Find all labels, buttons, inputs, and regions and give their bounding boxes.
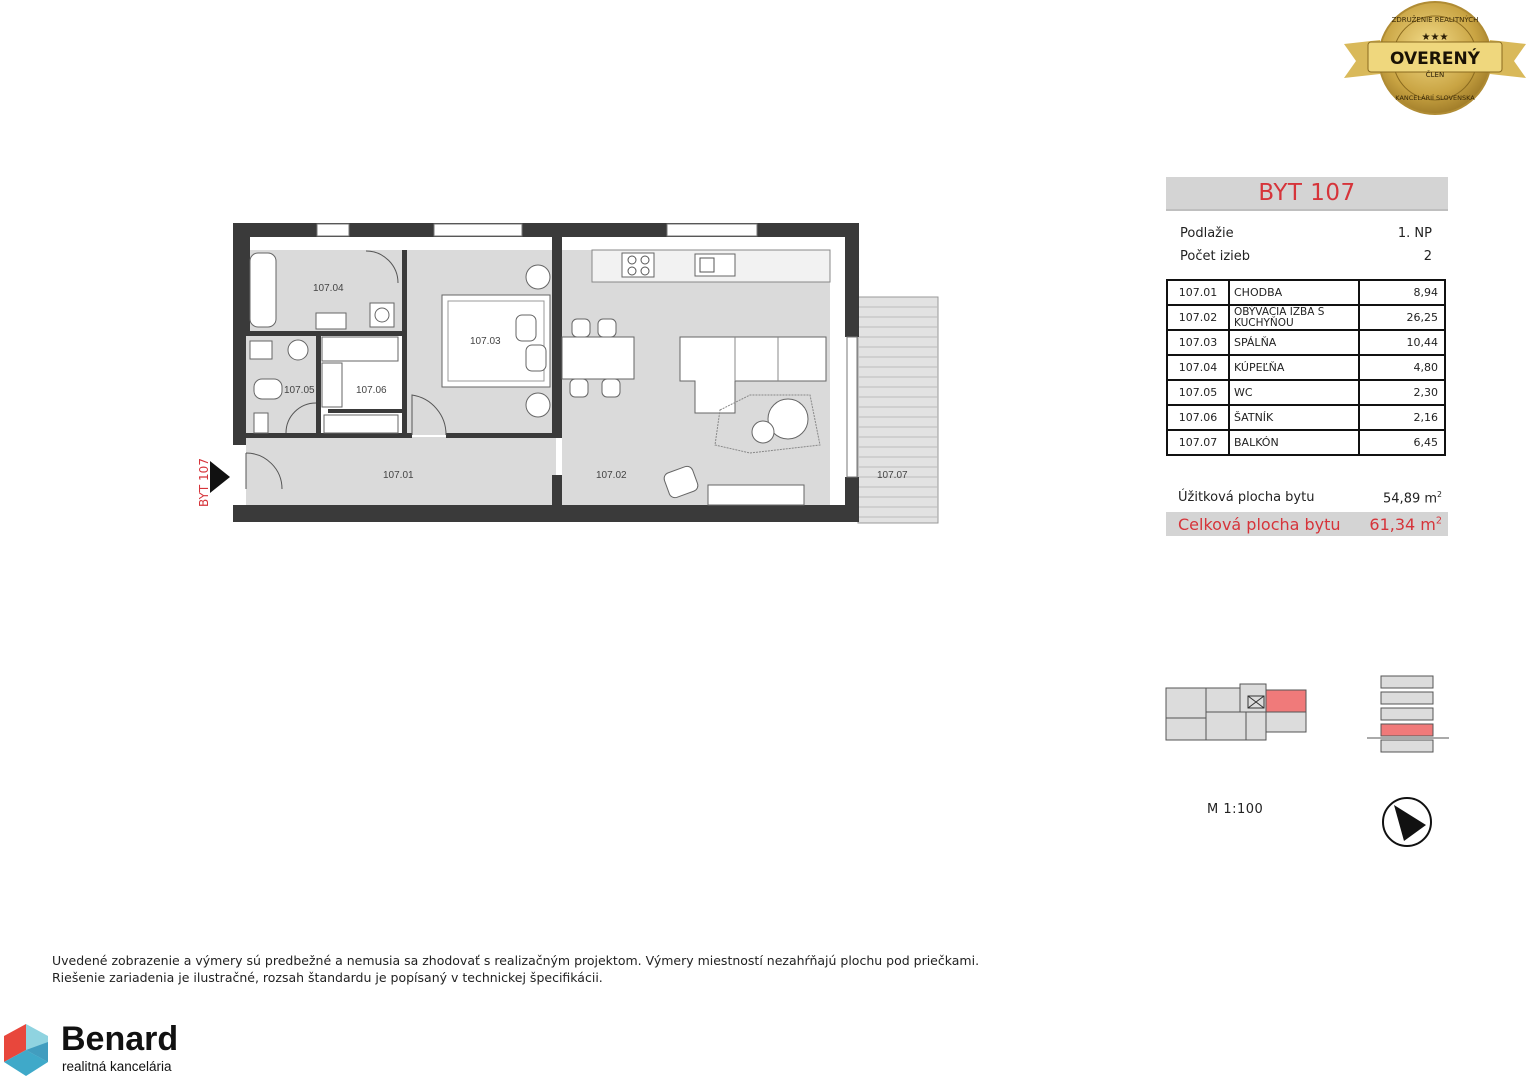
room-name: KÚPEĽŇA xyxy=(1229,355,1359,380)
room-name: OBÝVACIA IZBA S KUCHYŇOU xyxy=(1229,305,1359,330)
floor-stack-diagram xyxy=(1365,672,1453,758)
disclaimer xyxy=(52,952,1102,986)
table-row xyxy=(1167,405,1445,430)
floor-label: Podlažie xyxy=(1180,226,1234,241)
room-id: 107.05 xyxy=(1167,380,1229,405)
entrance-label: BYT 107 xyxy=(197,458,211,507)
badge-main-text: OVERENÝ xyxy=(1389,49,1481,69)
room-area: 10,44 xyxy=(1359,330,1445,355)
badge-ring-top: ZDRUŽENIE REALITNÝCH xyxy=(1391,16,1479,24)
useful-area-row xyxy=(1166,487,1448,511)
total-area-row xyxy=(1166,512,1448,536)
total-area-value: 61,34 $m^2$ xyxy=(1369,515,1442,534)
rooms-table xyxy=(1166,279,1446,456)
room-label-107-01: 107.01 xyxy=(383,470,414,481)
table-row xyxy=(1167,380,1445,405)
room-name: BALKÓN xyxy=(1229,430,1359,455)
rooms-count-row xyxy=(1180,249,1440,269)
badge-sub-text: ČLEN xyxy=(1425,71,1445,79)
room-name: CHODBA xyxy=(1229,280,1359,305)
rooms-count-label: Počet izieb xyxy=(1180,249,1251,264)
room-area: 8,94 xyxy=(1359,280,1445,305)
badge-stars: ★★★ xyxy=(1421,32,1449,43)
scale-label: M 1:100 xyxy=(1207,802,1264,817)
disclaimer-line-2: Riešenie zariadenia je ilustračné, rozsah štandardu je popísaný v technickej špecifikácii. xyxy=(52,970,603,985)
disclaimer-line-1: Uvedené zobrazenie a výmery sú predbežné a nemusia sa zhodovať s realizačným projektom. Výmery miestností nezahŕňajú plochu pod priečkami. xyxy=(52,953,980,968)
building-location-plan xyxy=(1164,682,1310,742)
apartment-title: BYT 107 xyxy=(1258,180,1356,206)
balcony xyxy=(858,297,938,523)
room-id: 107.02 xyxy=(1167,305,1229,330)
room-label-107-04: 107.04 xyxy=(313,283,344,294)
room-label-107-02: 107.02 xyxy=(596,470,627,481)
room-area: 26,25 xyxy=(1359,305,1445,330)
total-area-label: Celková plocha bytu xyxy=(1178,515,1341,534)
room-id: 107.03 xyxy=(1167,330,1229,355)
badge-ring-bottom: KANCELÁRIÍ SLOVENSKA xyxy=(1395,94,1475,102)
table-row xyxy=(1167,430,1445,455)
verified-member-badge xyxy=(1340,0,1526,118)
floor-plan xyxy=(190,215,950,535)
room-name: SPÁLŇA xyxy=(1229,330,1359,355)
apartment-title-bar xyxy=(1166,177,1448,211)
floor-row xyxy=(1180,226,1440,246)
kitchen-counter xyxy=(592,250,830,282)
room-name: WC xyxy=(1229,380,1359,405)
floor-value: 1. NP xyxy=(1397,226,1432,241)
logo-name: Benard xyxy=(61,1020,179,1058)
rooms-count-value: 2 xyxy=(1423,249,1432,264)
room-label-107-03: 107.03 xyxy=(470,336,501,347)
room-area: 2,16 xyxy=(1359,405,1445,430)
room-label-107-05: 107.05 xyxy=(284,385,315,396)
room-id: 107.06 xyxy=(1167,405,1229,430)
useful-area-label: Úžitková plocha bytu xyxy=(1178,490,1315,505)
room-label-107-07: 107.07 xyxy=(877,470,908,481)
room-area: 4,80 xyxy=(1359,355,1445,380)
table-row xyxy=(1167,280,1445,305)
room-area: 6,45 xyxy=(1359,430,1445,455)
room-id: 107.07 xyxy=(1167,430,1229,455)
table-row xyxy=(1167,330,1445,355)
room-id: 107.01 xyxy=(1167,280,1229,305)
table-row xyxy=(1167,305,1445,330)
room-area: 2,30 xyxy=(1359,380,1445,405)
logo-subtitle: realitná kancelária xyxy=(62,1059,172,1074)
north-arrow-icon xyxy=(1380,795,1436,849)
room-name: ŠATNÍK xyxy=(1229,405,1359,430)
room-id: 107.04 xyxy=(1167,355,1229,380)
room-label-107-06: 107.06 xyxy=(356,385,387,396)
entry-arrow-icon xyxy=(210,461,230,493)
table-row xyxy=(1167,355,1445,380)
useful-area-value: 54,89 $m^2$ xyxy=(1383,490,1442,507)
